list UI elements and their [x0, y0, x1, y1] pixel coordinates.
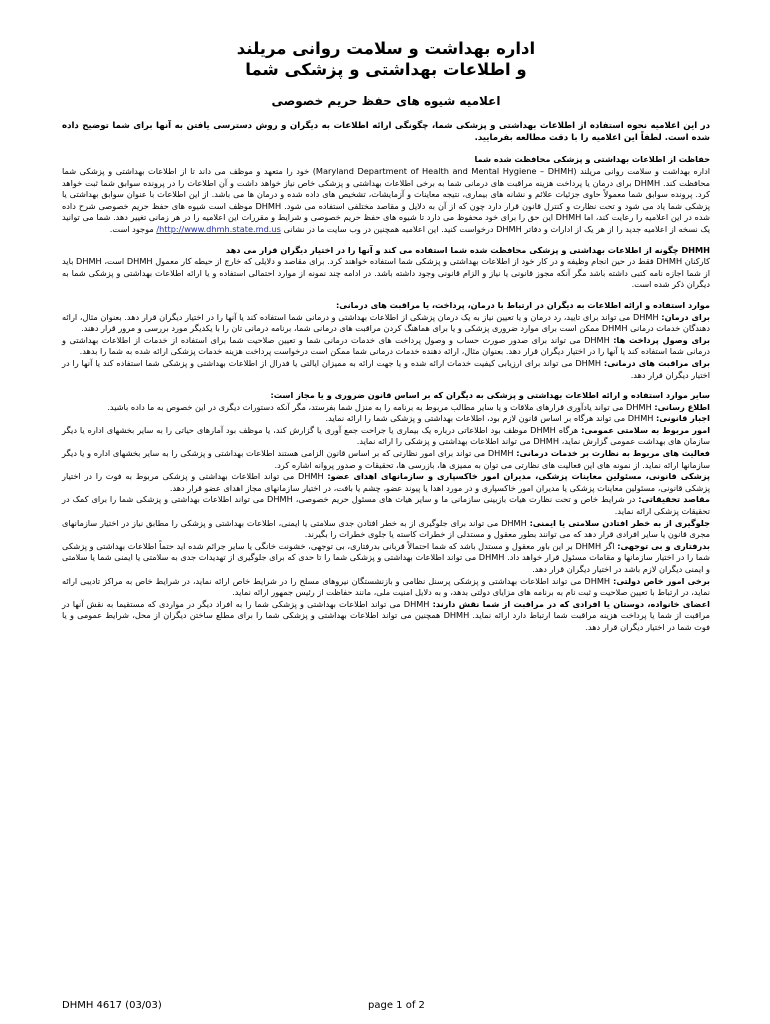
list-item	[62, 312, 710, 335]
list-item-label: برای درمان:	[661, 311, 711, 322]
list-item-text: DHMH می تواند برای تایید، رد درمان و یا تعیین نیاز به یک درمان پزشکی از اطلاعات بهداشتی و درمانی شما استفاده کند یا آنها را در اختیار دیگران قرار دهد. بعنوان مثال، ارائه دهندگان خدمات درمانی DHMH ممکن است برای موارد ضروری پزشکی و یا برای هماهنگ کردن مراقبت های درمانی شما، برنامه درمانی تان را با یکدیگر مورد بررسی و مرور قرار دهند.	[62, 311, 710, 334]
list-item-label: فعالیت های مربوط به نظارت بر خدمات درمانی:	[516, 448, 711, 459]
section-body-usage: کارکنان DHMH فقط در حین انجام وظیفه و در کار خود از اطلاعات بهداشتی و پزشکی شما استفاده خواهند کرد. برای مقاصد و دلایلی که خارج از حیطه کار معمول DHMH است، DHMH باید از شما اجازه نامه کتبی داشته باشد مگر آنکه مجوز قانونی یا نیاز و الزام قانونی وجود داشته باشد. در ادامه چند نمونه از موارد احتمالی استفاده و یا ارائه اطلاعات بهداشتی و پزشکی شما به دیگران ذکر شده است.	[62, 256, 710, 290]
list-item-text: DHMH می تواند برای ارزیابی کیفیت خدمات ارائه شده و یا جهت ارائه به ممیزان ایالتی یا فدرال از اطلاعات بهداشتی و پزشکی شما استفاده کند یا آنها را در اختیار دیگران قرار دهد.	[62, 357, 710, 380]
list-item	[62, 413, 710, 425]
list-item-text: DHMH می تواند اطلاعات بهداشتی و پزشکی شما را به افراد دیگر در مواردی که مستقیما به نقش آنها در مراقبت از شما یا پرداخت هزینه مراقبت شما ارتباط دارد ارائه نماید. DHMH همچنین می تواند اطلاعات بهداشتی و پزشکی شما را برای مطلع ساختن دیگران از محل، شرایط عمومی و یا فوت شما در اختیار دیگران قرار دهد.	[62, 598, 710, 632]
list-item-label: اعضای خانواده، دوستان یا افرادی که در مراقبت از شما نقش دارند:	[432, 598, 710, 609]
list-item-text: DHMH می تواند برای امور نظارتی که بر اساس قانون الزامی هستند اطلاعات بهداشتی و پزشکی را به سایر بخشهای اداره و یا دیگر سازمانها ارائه نماید. از نمونه های این فعالیت های نظارتی می توان به ممیزی ها، بازرسی ها، تحقیقات و صدور پروانه اشاره کرد.	[62, 448, 710, 470]
list-item	[62, 541, 710, 576]
list-item-label: اجبار قانونی:	[656, 413, 710, 424]
list-item-label: مقاصد تحقیقاتی:	[638, 494, 710, 505]
section-heading-protection: حفاظت از اطلاعات بهداشتی و پزشکی محافظت شده شما	[474, 154, 710, 165]
other-uses-list	[62, 402, 710, 634]
list-item	[62, 494, 710, 517]
list-item	[62, 402, 710, 414]
treatment-list	[62, 312, 710, 382]
page-number: page 1 of 2	[368, 1000, 425, 1011]
list-item-text: هرگاه DHMH موظف بود اطلاعاتی درباره یک بیماری یا جراحت جمع آوری یا گزارش کند، یا موظف بود آمارهای حیاتی را به سایر بخشهای اداره یا دیگر سازمان های بهداشت عمومی گزارش نماید، DHMH می تواند اطلاعات بهداشتی و پزشکی را ارائه نماید.	[62, 424, 710, 447]
list-item-label: بدرفتاری و بی توجهی:	[617, 540, 710, 551]
list-item-text: در شرایط خاص و تحت نظارت هیات بازبینی سازمانی ما و سایر هیات های مسئول حریم خصوصی، DHMH می تواند اطلاعات بهداشتی و پزشکی شما را برای کمک در تحقیقات پزشکی ارائه نماید.	[62, 494, 710, 517]
form-id: DHMH 4617 (03/03)	[62, 1000, 162, 1011]
list-item-text: DHMH می تواند برای جلوگیری از به خطر افتادن جدی سلامتی یا ایمنی، اطلاعات بهداشتی و پزشکی را مطابق نیاز در اختیار سازمانهای مجری قانون یا سایر افرادی قرار دهد که می توانند بطور معقول و مستدلی از خطرات کاسته یا جلوی خطرات را بگیرند.	[62, 517, 710, 540]
document-title-line-2: و اطلاعات بهداشتی و پزشکی شما	[245, 60, 527, 79]
list-item	[62, 471, 710, 494]
notice-title: اعلامیه شیوه های حفظ حریم خصوصی	[271, 94, 501, 108]
list-item-label: برای مراقبت های درمانی:	[603, 357, 710, 368]
section-body-protection	[62, 166, 710, 236]
list-item-label: جلوگیری از به خطر افتادن سلامتی یا ایمنی:	[529, 517, 710, 528]
list-item-label: امور مربوط به سلامتی عمومی:	[581, 424, 710, 435]
section-heading-other-uses: سایر موارد استفاده و ارائه اطلاعات بهداشتی و پزشکی به دیگران که بر اساس قانون ضروری و یا مجاز است:	[270, 390, 710, 401]
list-item-label: برای وصول پرداخت ها:	[613, 334, 710, 345]
intro-paragraph: در این اعلامیه نحوه استفاده از اطلاعات بهداشتی و پزشکی شما، چگونگی ارائه اطلاعات به دیگران و روش دسترسی یافتن به آنها برای شما توضیح داده شده است. لطفاً این اعلامیه را با دقت مطالعه بفرمایید.	[62, 121, 710, 144]
list-item-text: DHMH می تواند برای صدور صورت حساب و وصول پرداخت های خدمات درمانی شما و تعیین صلاحیت شما برای استفاده از خدمات از اطلاعات بهداشتی و درمانی شما استفاده کند یا آنها را در اختیار دیگران قرار دهد. بعنوان مثال، ارائه دهنده خدمات درمانی شما ممکن است درخواست پرداخت هزینه خدمات پزشکی ارائه شده به شما را بدهد.	[62, 334, 710, 357]
list-item-text: DHMH می تواند اطلاعات بهداشتی و پزشکی مربوط به فوت را در اختیار پزشکی قانونی، مسئولین معاینات پزشکی یا مدیران امور خاکسپاری و در مورد اهدا یا پیوند عضو، چشم یا بافت، در اختیار سازمانهای مجاز اهدای عضو قرار دهد.	[62, 471, 710, 493]
list-item	[62, 518, 710, 541]
section-body-protection-tail: موجود است.	[109, 223, 157, 234]
document-title-line-1: اداره بهداشت و سلامت روانی مریلند	[236, 39, 536, 58]
list-item-label: اطلاع رسانی:	[654, 401, 710, 412]
list-item	[62, 448, 710, 471]
list-item	[62, 358, 710, 381]
list-item	[62, 335, 710, 358]
website-link[interactable]: http://www.dhmh.state.md.us/	[156, 223, 281, 234]
list-item-label: برخی امور خاص دولتی:	[613, 575, 711, 586]
list-item-label: پزشکی قانونی، مسئولین معاینات پزشکی، مدیران امور خاکسپاری و سازمانهای اهدای عضو:	[327, 471, 711, 482]
list-item	[62, 599, 710, 634]
section-body-protection-text: اداره بهداشت و سلامت روانی مریلند (Maryland Department of Health and Mental Hygiene – DHMH) خود را متعهد و موظف می داند تا از اطلاعات بهداشتی و پزشکی شما محافظت کند. DHMH برای درمان یا پرداخت هزینه مراقبت های درمانی شما به برخی اطلاعات بهداشتی و پزشکی خاص نیاز خواهد داشت و آن اطلاعات را در پرونده سوابق شما ثبت خواهد کرد. پرونده سوابق شما معمولاً حاوی جزئیات علائم و نشانه های بیماری، نتیجه معاینات و آزمایشات، تشخیص های داده شده و درمان ها می باشد. از این اطلاعات با عنوان سوابق بهداشتی یا پزشکی شما یاد می شود و تحت نظارت و کنترل قانون قرار دارد چون که از آن به دلایل و مقاصد مختلفی استفاده می شود. DHMH موظف است شیوه های حفظ حریم خصوصی شرح داده شده در این اعلامیه را رعایت کند، اما DHMH این حق را برای خود محفوظ می دارد تا شیوه های حفظ حریم خصوصی و شرایط و مقررات این اعلامیه را در هر زمانی تغییر دهد. شما می توانید یک نسخه از اعلامیه جدید را از هر یک از ادارات و دفاتر DHMH درخواست کنید. این اعلامیه همچنین در وب سایت ما در نشانی	[62, 166, 710, 234]
section-heading-treatment: موارد استفاده و ارائه اطلاعات به دیگران در ارتباط با درمان، پرداخت، یا مراقبت های درمانی:	[336, 299, 710, 310]
document-page	[62, 38, 710, 634]
list-item-text: DHMH می تواند یادآوری قرارهای ملاقات و یا سایر مطالب مربوط به برنامه را به منزل شما بفرستد، مگر آنکه دستورات دیگری در این خصوص به ما داده باشید.	[107, 401, 655, 412]
section-heading-usage: DHMH چگونه از اطلاعات بهداشتی و پزشکی محافظت شده شما استفاده می کند و آنها را در اختیار دیگران قرار می دهد	[225, 244, 710, 255]
list-item	[62, 425, 710, 448]
list-item	[62, 576, 710, 599]
list-item-text: DHMH می تواند هرگاه بر اساس قانون لازم بود، اطلاعات بهداشتی و پزشکی شما را ارائه نماید.	[325, 413, 657, 424]
list-item-text: اگر DHMH بر این باور معقول و مستدل باشد که شما احتمالاً قربانی بدرفتاری، بی توجهی، خشونت خانگی یا سایر جرائم شده اید حتماً اطلاعات بهداشتی و پزشکی شما را در اختیار سازمانها و مقامات مسئول قرار خواهد داد. DHMH می تواند اطلاعات بهداشتی و پزشکی شما را تا حدی که برای جلوگیری از تهدیدات جدی به سلامتی یا ایمنی شما یا سلامتی و ایمنی دیگران لازم باشد در اختیار دیگران قرار دهد.	[62, 540, 710, 574]
list-item-text: DHMH می تواند اطلاعات بهداشتی و پزشکی پرسنل نظامی و بازنشستگان نیروهای مسلح را در شرایط خاص ارائه نماید، در شرایط خاص به مراکز تادیبی ارائه نماید، در ارتباط با تعیین صلاحیت و ثبت نام به برنامه های مزایای دولتی بدهد، و به دلایل امنیت ملی، مانند حفاظت از رئیس جمهور ارائه نماید.	[62, 575, 710, 598]
